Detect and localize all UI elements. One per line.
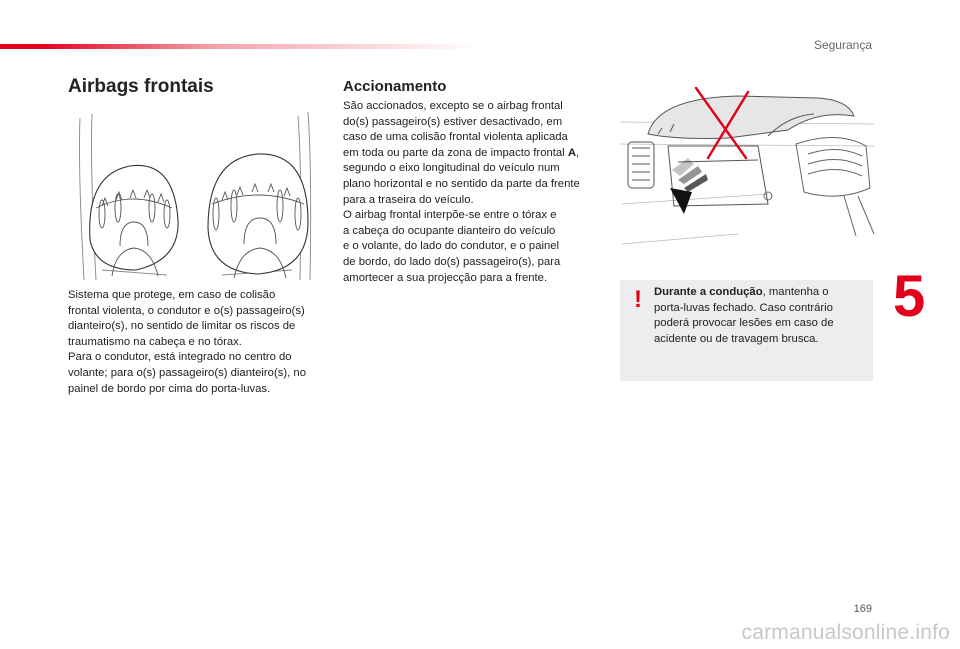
passenger-airbag (208, 154, 308, 274)
text-line: Para o condutor, está integrado no centro do (68, 351, 292, 364)
text-line: acidente ou de travagem brusca. (654, 332, 819, 345)
text-line: caso de uma colisão frontal violenta aplicada (343, 131, 568, 144)
text-line: de bordo, do lado do(s) passageiro(s), para (343, 255, 561, 268)
text-line: volante; para o(s) passageiro(s) dianteiro(s), no (68, 366, 306, 379)
safety-warning-note (620, 280, 873, 381)
section-subtitle: Accionamento (343, 78, 447, 95)
dashboard-glovebox-illustration (618, 84, 876, 252)
text-line: poderá provocar lesões em caso de (654, 317, 834, 330)
text-line: plano horizontal e no sentido da parte da frente (343, 177, 580, 190)
activation-paragraph (343, 99, 605, 286)
page-title: Airbags frontais (68, 76, 214, 97)
text-punctuation: , (576, 146, 580, 159)
dashboard-top (648, 96, 854, 139)
text-line: Sistema que protege, em caso de colisão (68, 289, 276, 301)
frontal-airbags-illustration (72, 110, 320, 282)
exclamation-icon: ! (634, 286, 642, 313)
text-line: em toda ou parte da zona de impacto frontal (343, 146, 568, 159)
text-line: traumatismo na cabeça e no tórax. (68, 335, 242, 348)
text-line: painel de bordo por cima do porta-luvas. (68, 382, 271, 395)
page-number: 169 (853, 603, 872, 615)
chapter-number: 5 (893, 264, 926, 329)
text-line: segundo o eixo longitudinal do veículo num (343, 162, 560, 175)
text-line: , mantenha o (762, 286, 829, 298)
text-line: frontal violenta, o condutor e o(s) passageiro(s) (68, 304, 305, 317)
header-accent-bar (0, 44, 480, 49)
text-line: dianteiro(s), no sentido de limitar os riscos de (68, 320, 296, 333)
text-line: para a traseira do veículo. (343, 193, 474, 206)
warning-bold-text: Durante a condução (654, 286, 763, 298)
text-line: a cabeça do ocupante dianteiro do veículo (343, 224, 556, 237)
text-line: São accionados, excepto se o airbag frontal (343, 100, 563, 112)
text-line: e o volante, do lado do condutor, e o painel (343, 240, 560, 253)
text-line: do(s) passageiro(s) estiver desactivado, em (343, 115, 563, 128)
watermark: carmanualsonline.info (741, 621, 950, 644)
text-line: amortecer a sua projecção para a frente. (343, 271, 548, 284)
text-line: O airbag frontal interpõe-se entre o tórax e (343, 209, 557, 222)
text-line: porta-luvas fechado. Caso contrário (654, 301, 833, 314)
section-title: Segurança (813, 38, 872, 52)
impact-zone-letter: A (567, 146, 576, 159)
intro-paragraph (68, 288, 330, 397)
driver-airbag (90, 165, 178, 270)
